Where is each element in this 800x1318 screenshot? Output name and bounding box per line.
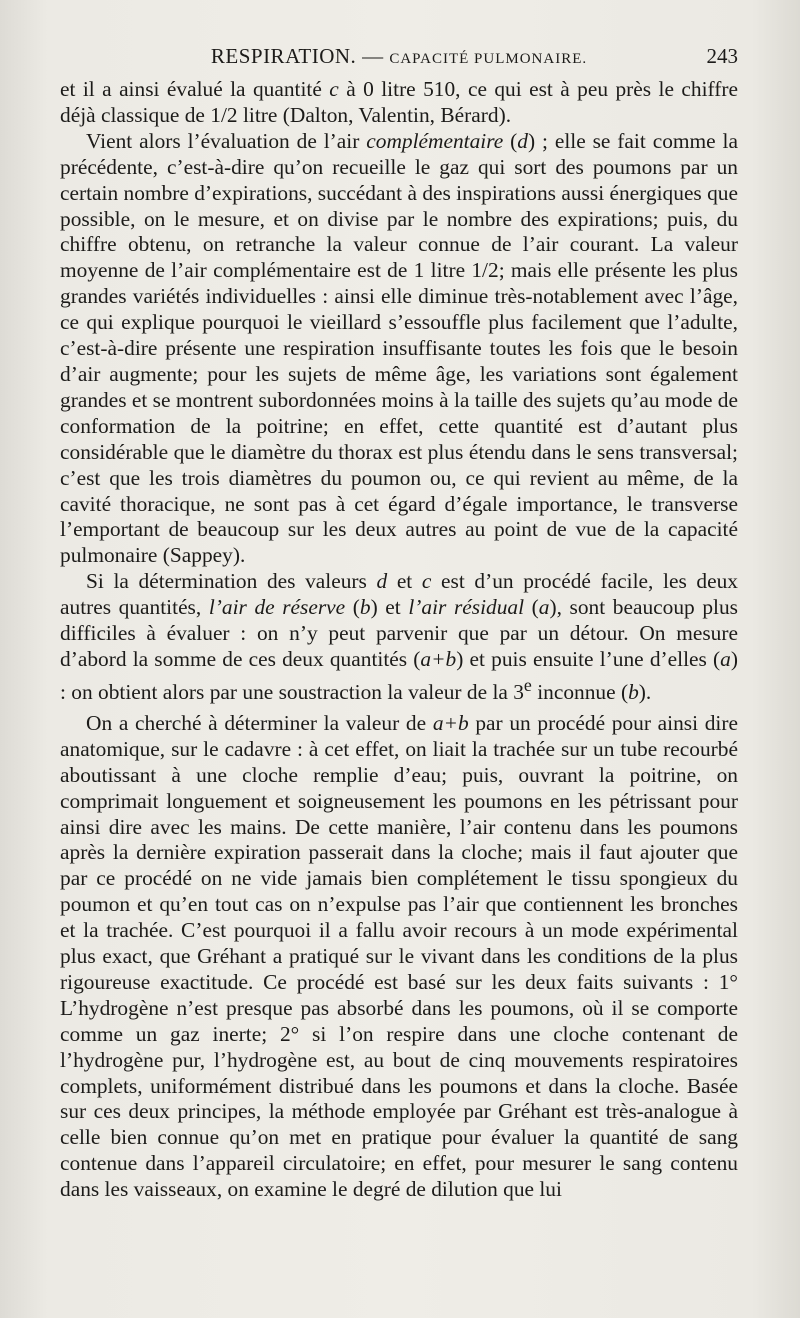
paragraph-2: Vient alors l’évaluation de l’air complémentaire (d) ; elle se fait comme la précédente, c’est-à-dire qu’on recueille le gaz qui sort des poumons par un certain nombre d’expirations, succédant à des inspirations aussi énergiques que possible, on le mesure, et on divise par le nombre des expirations; puis, du chiffre obtenu, on retranche la valeur connue de l’air courant. La valeur moyenne de l’air complémentaire est de 1 litre 1/2; mais elle présente les plus grandes variétés individuelles : ainsi elle diminue très-notablement avec l’âge, ce qui explique pourquoi le vieillard s’essouffle plus facilement que l’adulte, c’est-à-dire présente une respiration insuffisante toutes les fois que le besoin d’air augmente; pour les sujets de même âge, les variations sont également grandes et se montrent subordonnées moins à la taille des sujets qu’au mode de conformation de la poitrine; en effet, cette quantité est d’autant plus considérable que le diamètre du thorax est plus étendu dans le sens transversal; c’est que les trois diamètres du poumon ou, ce qui revient au même, de la cavité thoracique, ne sont pas à cet égard d’égale importance, le transverse l’emportant de beaucoup sur les deux autres au point de vue de la capacité pulmonaire (Sappey). — [60, 128, 738, 568]
body-text — [60, 77, 738, 1203]
page-header — [60, 44, 738, 74]
running-head-subtitle: CAPACITÉ PULMONAIRE. — [389, 51, 588, 67]
paragraph-4: On a cherché à déterminer la valeur de a+b par un procédé pour ainsi dire anatomique, sur le cadavre : à cet effet, on liait la trachée sur un tube recourbé aboutissant à une cloche remplie d’eau; puis, ouvrant la poitrine, on comprimait longuement et soigneusement les poumons en les pétrissant pour ainsi dire avec les mains. De cette manière, l’air contenu dans les poumons après la dernière expiration passerait dans la cloche; mais il faut ajouter que par ce procédé on ne vide jamais bien complétement le tissu spongieux du poumon et qu’en tout cas on n’expulse pas l’air que contiennent les bronches et la trachée. C’est pourquoi il a fallu avoir recours à un mode expérimental plus exact, que Gréhant a pratiqué sur le vivant dans les conditions de la plus rigoureuse exactitude. Ce procédé est basé sur les deux faits suivants : 1° L’hydrogène n’est presque pas absorbé dans les poumons, où il se comporte comme un gaz inerte; 2° si l’on respire dans une cloche contenant de l’hydrogène pur, l’hydrogène est, au bout de cinq mouvements respiratoires complets, uniformément distribué dans les poumons et dans la cloche. Basée sur ces deux principes, la méthode employée par Gréhant est très-analogue à celle bien connue qu’on met en pratique pour évaluer la quantité de sang contenue dans l’appareil circulatoire; en effet, pour mesurer le sang contenu dans les vaisseaux, on examine le degré de dilution que lui — [60, 710, 738, 1202]
paragraph-1: et il a ainsi évalué la quantité c à 0 litre 510, ce qui est à peu près le chiffre déjà classique de 1/2 litre (Dalton, Valentin, Bérard). — [60, 77, 739, 127]
running-head — [60, 44, 738, 69]
paragraph-3: Si la détermination des valeurs d et c est d’un procédé facile, les deux autres quantités, l’air de réserve (b) et l’air résidual (a), sont beaucoup plus difficiles à évaluer : on n’y peut parvenir que par un détour. On mesure d’abord la somme de ces deux quantités (a+b) et puis ensuite l’une d’elles (a) : on obtient alors par une soustraction la valeur de la 3e inconnue (b). — [60, 569, 738, 704]
running-head-title: RESPIRATION. — [210, 44, 357, 68]
page-number: 243 — [706, 44, 738, 68]
running-head-dash: — — [356, 44, 390, 68]
